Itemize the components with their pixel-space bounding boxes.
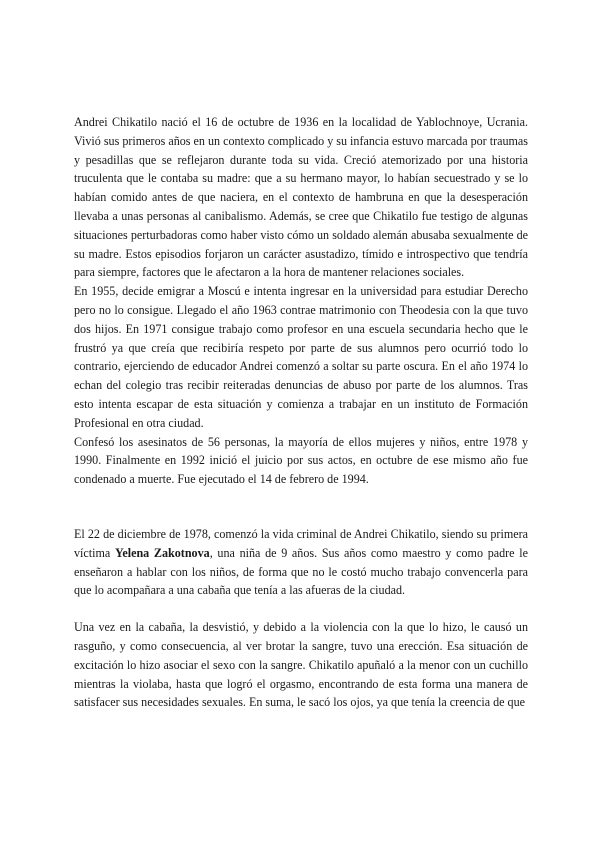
paragraph-biography-adulthood: En 1955, decide emigrar a Moscú e intenta ingresar en la universidad para estudiar Derecho pero no lo consigue. Llegado el año 1963 contrae matrimonio con Theodesia con la que tuvo dos hijos. En 1971 consigue trabajo como profesor en una escuela secundaria hecho que le frustró ya que creía que recibiría respeto por parte de sus alumnos pero ocurrió todo lo contrario, ejerciendo de educador Andrei comenzó a soltar su parte oscura. En el año 1974 lo echan del colegio tras recibir reiteradas denuncias de abuso por parte de los alumnos. Tras esto intenta escapar de esta situación y comienza a trabajar en un instituto de Formación Profesional en otra ciudad.: [74, 284, 528, 430]
victim-name: Yelena Zakotnova: [114, 545, 210, 560]
paragraph-spacer: [74, 489, 528, 525]
paragraph-spacer: [74, 600, 528, 618]
paragraph-first-victim: [74, 525, 528, 600]
first-victim-rest: , una niña de 9 años. Sus años como maestro y como padre le enseñaron a hablar con los niños, de forma que no le costó mucho trabajo convencerla para que lo acompañara a una cabaña que tenía a las afueras de la ciudad.: [74, 545, 528, 598]
first-victim-intro: El 22 de diciembre de 1978, comenzó la vida criminal de Andrei Chikatilo, siendo su primera víctima: [74, 526, 528, 560]
paragraph-biography-childhood: Andrei Chikatilo nació el 16 de octubre de 1936 en la localidad de Yablochnoye, Ucrania. Vivió sus primeros años en un contexto complicado y su infancia estuvo marcada por traumas y pesadillas que se reflejaron durante toda su vida. Creció atemorizado por una historia truculenta que le contaba su madre: que a su hermano mayor, lo habían secuestrado y se lo habían comido antes de que naciera, en el contexto de hambruna en que la desesperación llevaba a unas personas al canibalismo. Además, se cree que Chikatilo fue testigo de algunas situaciones perturbadoras como haber visto cómo un soldado alemán abusaba sexualmente de su madre. Estos episodios forjaron un carácter asustadizo, tímido e introspectivo que tendría para siempre, factores que le afectaron a la hora de mantener relaciones sociales.: [74, 115, 529, 280]
paragraph-confession: Confesó los asesinatos de 56 personas, la mayoría de ellos mujeres y niños, entre 1978 y 1990. Finalmente en 1992 inició el juicio por sus actos, en octubre de ese mismo año fue condenado a muerte. Fue ejecutado el 14 de febrero de 1994.: [74, 434, 528, 487]
paragraph-cabin: Una vez en la cabaña, la desvistió, y debido a la violencia con la que lo hizo, le causó un rasguño, y como consecuencia, al ver brotar la sangre, tuvo una erección. Esa situación de excitación lo hizo asociar el sexo con la sangre. Chikatilo apuñaló a la menor con un cuchillo mientras la violaba, hasta que logró el orgasmo, encontrando de esta forma una manera de satisfacer sus necesidades sexuales. En suma, le sacó los ojos, ya que tenía la creencia de que: [74, 620, 528, 710]
